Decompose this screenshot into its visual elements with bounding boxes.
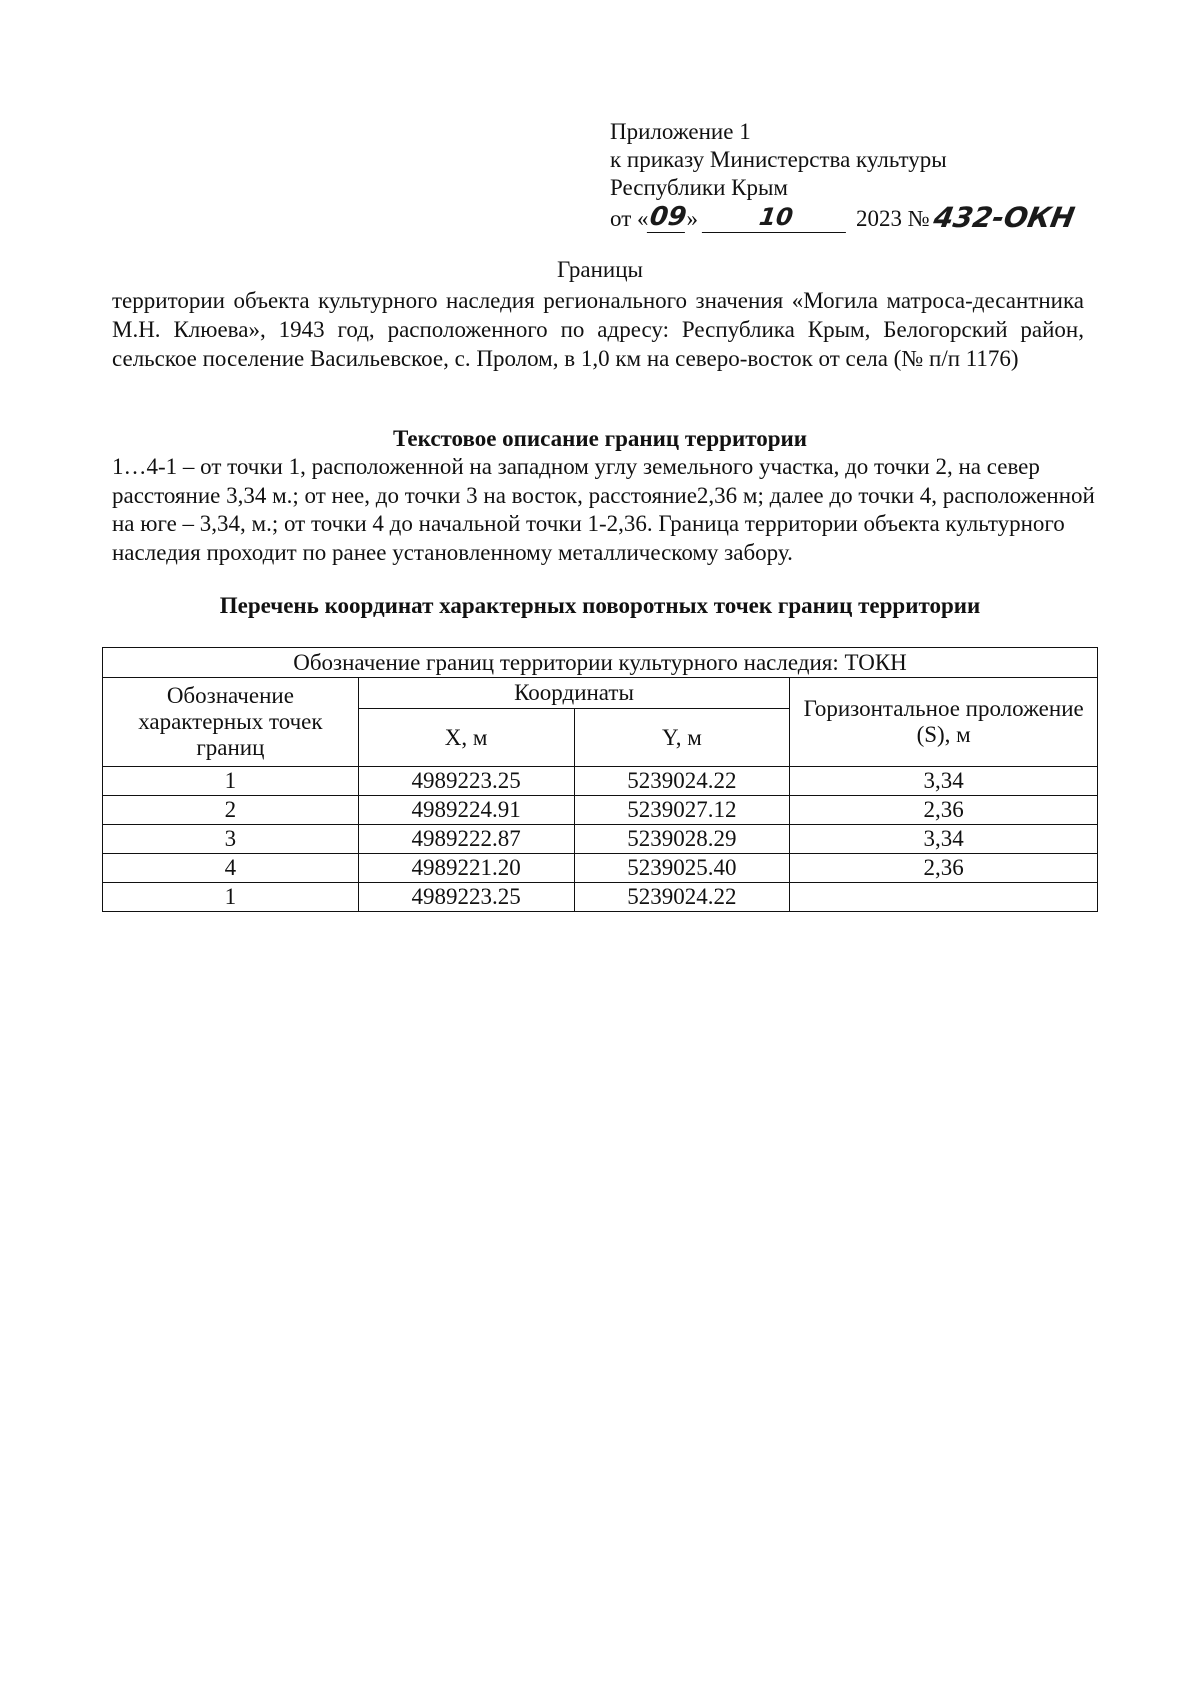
year-number-label: 2023 № bbox=[856, 206, 930, 231]
date-mid: » bbox=[686, 206, 698, 231]
text-description-body: 1…4-1 – от точки 1, расположенной на западном углу земельного участка, до точки 2, на север расстояние 3,34 м.; от нее, до точки 3 на восток, расстояние2,36 м; далее до точки 4, расположенной на юге – 3,34, м.; от точки 4 до начальной точки 1-2,36. Граница территории объекта культурного наследия проходит по ранее установленному металлическому забору. bbox=[112, 454, 1095, 565]
header-x: X, м bbox=[358, 709, 574, 767]
appendix-order-ref: к приказу Министерства культуры bbox=[610, 147, 947, 172]
cell-y: 5239024.22 bbox=[574, 883, 790, 912]
table-row bbox=[103, 854, 1098, 883]
cell-distance: 3,34 bbox=[790, 767, 1098, 796]
table-row bbox=[103, 883, 1098, 912]
cell-point: 4 bbox=[103, 854, 359, 883]
order-date-line bbox=[610, 201, 1077, 234]
handwritten-day: 09 bbox=[647, 202, 688, 232]
cell-x: 4989224.91 bbox=[358, 796, 574, 825]
coordinates-table bbox=[102, 647, 1098, 912]
cell-distance bbox=[790, 883, 1098, 912]
header-point: Обозначение характерных точек границ bbox=[103, 678, 359, 767]
table-caption: Обозначение границ территории культурного наследия: ТОКН bbox=[103, 648, 1098, 678]
cell-y: 5239027.12 bbox=[574, 796, 790, 825]
cell-distance: 3,34 bbox=[790, 825, 1098, 854]
cell-y: 5239025.40 bbox=[574, 854, 790, 883]
cell-y: 5239024.22 bbox=[574, 767, 790, 796]
cell-x: 4989222.87 bbox=[358, 825, 574, 854]
cell-point: 2 bbox=[103, 796, 359, 825]
document-title: Границы bbox=[557, 257, 643, 282]
cell-point: 1 bbox=[103, 883, 359, 912]
coordinates-heading: Перечень координат характерных поворотных точек границ территории bbox=[219, 593, 981, 618]
handwritten-order-number: 432-ОКН bbox=[930, 201, 1077, 234]
cell-point: 3 bbox=[103, 825, 359, 854]
cell-x: 4989223.25 bbox=[358, 767, 574, 796]
cell-distance: 2,36 bbox=[790, 854, 1098, 883]
appendix-header bbox=[610, 118, 1077, 234]
date-prefix: от « bbox=[610, 206, 649, 231]
text-description-heading: Текстовое описание границ территории bbox=[392, 426, 808, 451]
cell-x: 4989223.25 bbox=[358, 883, 574, 912]
cell-distance: 2,36 bbox=[790, 796, 1098, 825]
table-caption-row bbox=[103, 648, 1098, 678]
cell-x: 4989221.20 bbox=[358, 854, 574, 883]
header-distance: Горизонтальное проложение (S), м bbox=[790, 678, 1098, 767]
appendix-label: Приложение 1 bbox=[610, 119, 751, 144]
table-row bbox=[103, 825, 1098, 854]
handwritten-month: 10 bbox=[702, 202, 850, 233]
cell-y: 5239028.29 bbox=[574, 825, 790, 854]
table-row bbox=[103, 767, 1098, 796]
appendix-republic: Республики Крым bbox=[610, 175, 788, 200]
cell-point: 1 bbox=[103, 767, 359, 796]
table-header-row bbox=[103, 678, 1098, 709]
header-coords: Координаты bbox=[358, 678, 790, 709]
object-description: территории объекта культурного наследия регионального значения «Могила матроса-десантника М.Н. Клюева», 1943 год, расположенного по адресу: Республика Крым, Белогорский район, сельское поселение Васильевское, с. Пролом, в 1,0 км на северо-восток от села (№ п/п 1176) bbox=[112, 288, 1084, 371]
header-y: Y, м bbox=[574, 709, 790, 767]
table-row bbox=[103, 796, 1098, 825]
